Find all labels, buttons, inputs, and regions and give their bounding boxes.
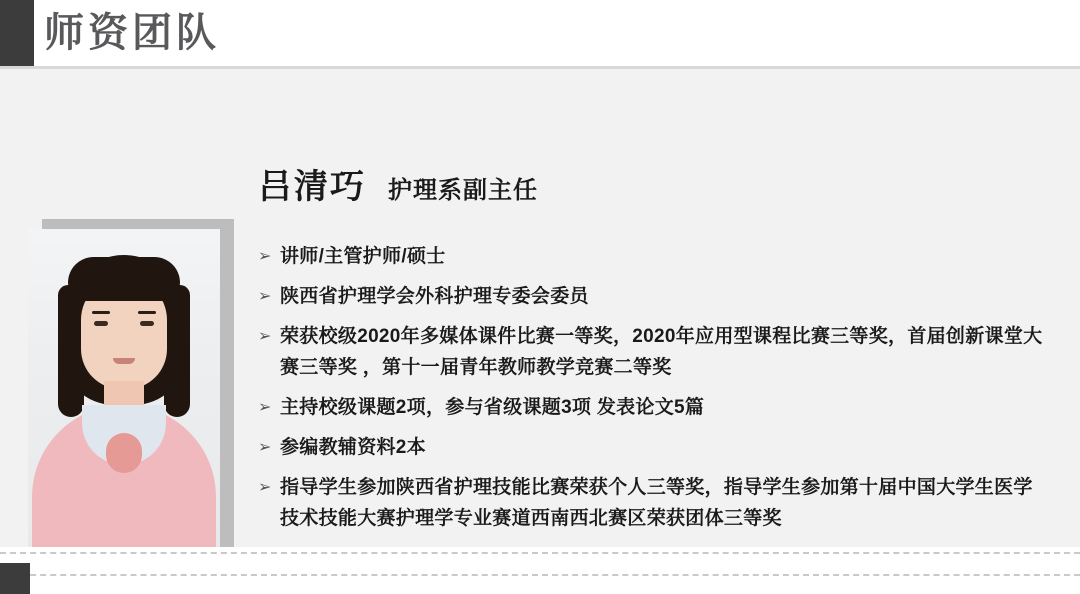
portrait-brow-left [92,311,110,314]
corner-accent-block [0,0,34,66]
header-band [0,0,1080,66]
bullet-arrow-icon: ➢ [258,399,272,416]
portrait-hair-right [164,285,190,417]
footer-dashed-line-bottom [0,574,1080,576]
person-heading [258,167,538,211]
photo-container [28,219,234,559]
bullet-arrow-icon: ➢ [258,288,272,305]
portrait-brow-right [138,311,156,314]
portrait-eye-right [140,321,154,326]
portrait-ribbon [106,433,142,473]
photo-frame [28,229,220,549]
person-name: 吕清巧 [258,168,366,206]
page-title: 师资团队 [44,11,220,55]
list-item-text: 主持校级课题2项，参与省级课题3项 发表论文5篇 [280,397,705,418]
portrait-mouth [113,358,135,364]
list-item-text: 陕西省护理学会外科护理专委会委员 [280,286,589,307]
portrait-photo [28,229,220,549]
list-item-text: 讲师/主管护师/硕士 [280,246,446,267]
list-item [258,321,1048,383]
footer-dashed-line-top [0,552,1080,554]
bullet-arrow-icon: ➢ [258,248,272,265]
list-item [258,472,1048,534]
person-title: 护理系副主任 [388,177,538,204]
bullet-list [258,241,1048,583]
list-item [258,392,1048,423]
list-item [258,281,1048,312]
bullet-arrow-icon: ➢ [258,439,272,456]
list-item-text: 荣获校级2020年多媒体课件比赛一等奖，2020年应用型课程比赛三等奖，首届创新课堂大赛三等奖 ，第十一届青年教师教学竞赛二等奖 [280,326,1043,378]
portrait-eye-left [94,321,108,326]
list-item [258,432,1048,463]
list-item-text: 参编教辅资料2本 [280,437,426,458]
list-item [258,241,1048,272]
portrait-fringe [68,257,180,301]
list-item-text: 指导学生参加陕西省护理技能比赛荣获个人三等奖，指导学生参加第十届中国大学生医学技术技能大赛护理学专业赛道西南西北赛区荣获团体三等奖 [280,477,1033,529]
bullet-arrow-icon: ➢ [258,328,272,345]
content-area [0,69,1080,547]
footer [0,547,1080,594]
bullet-arrow-icon: ➢ [258,479,272,496]
footer-accent-block [0,563,30,594]
